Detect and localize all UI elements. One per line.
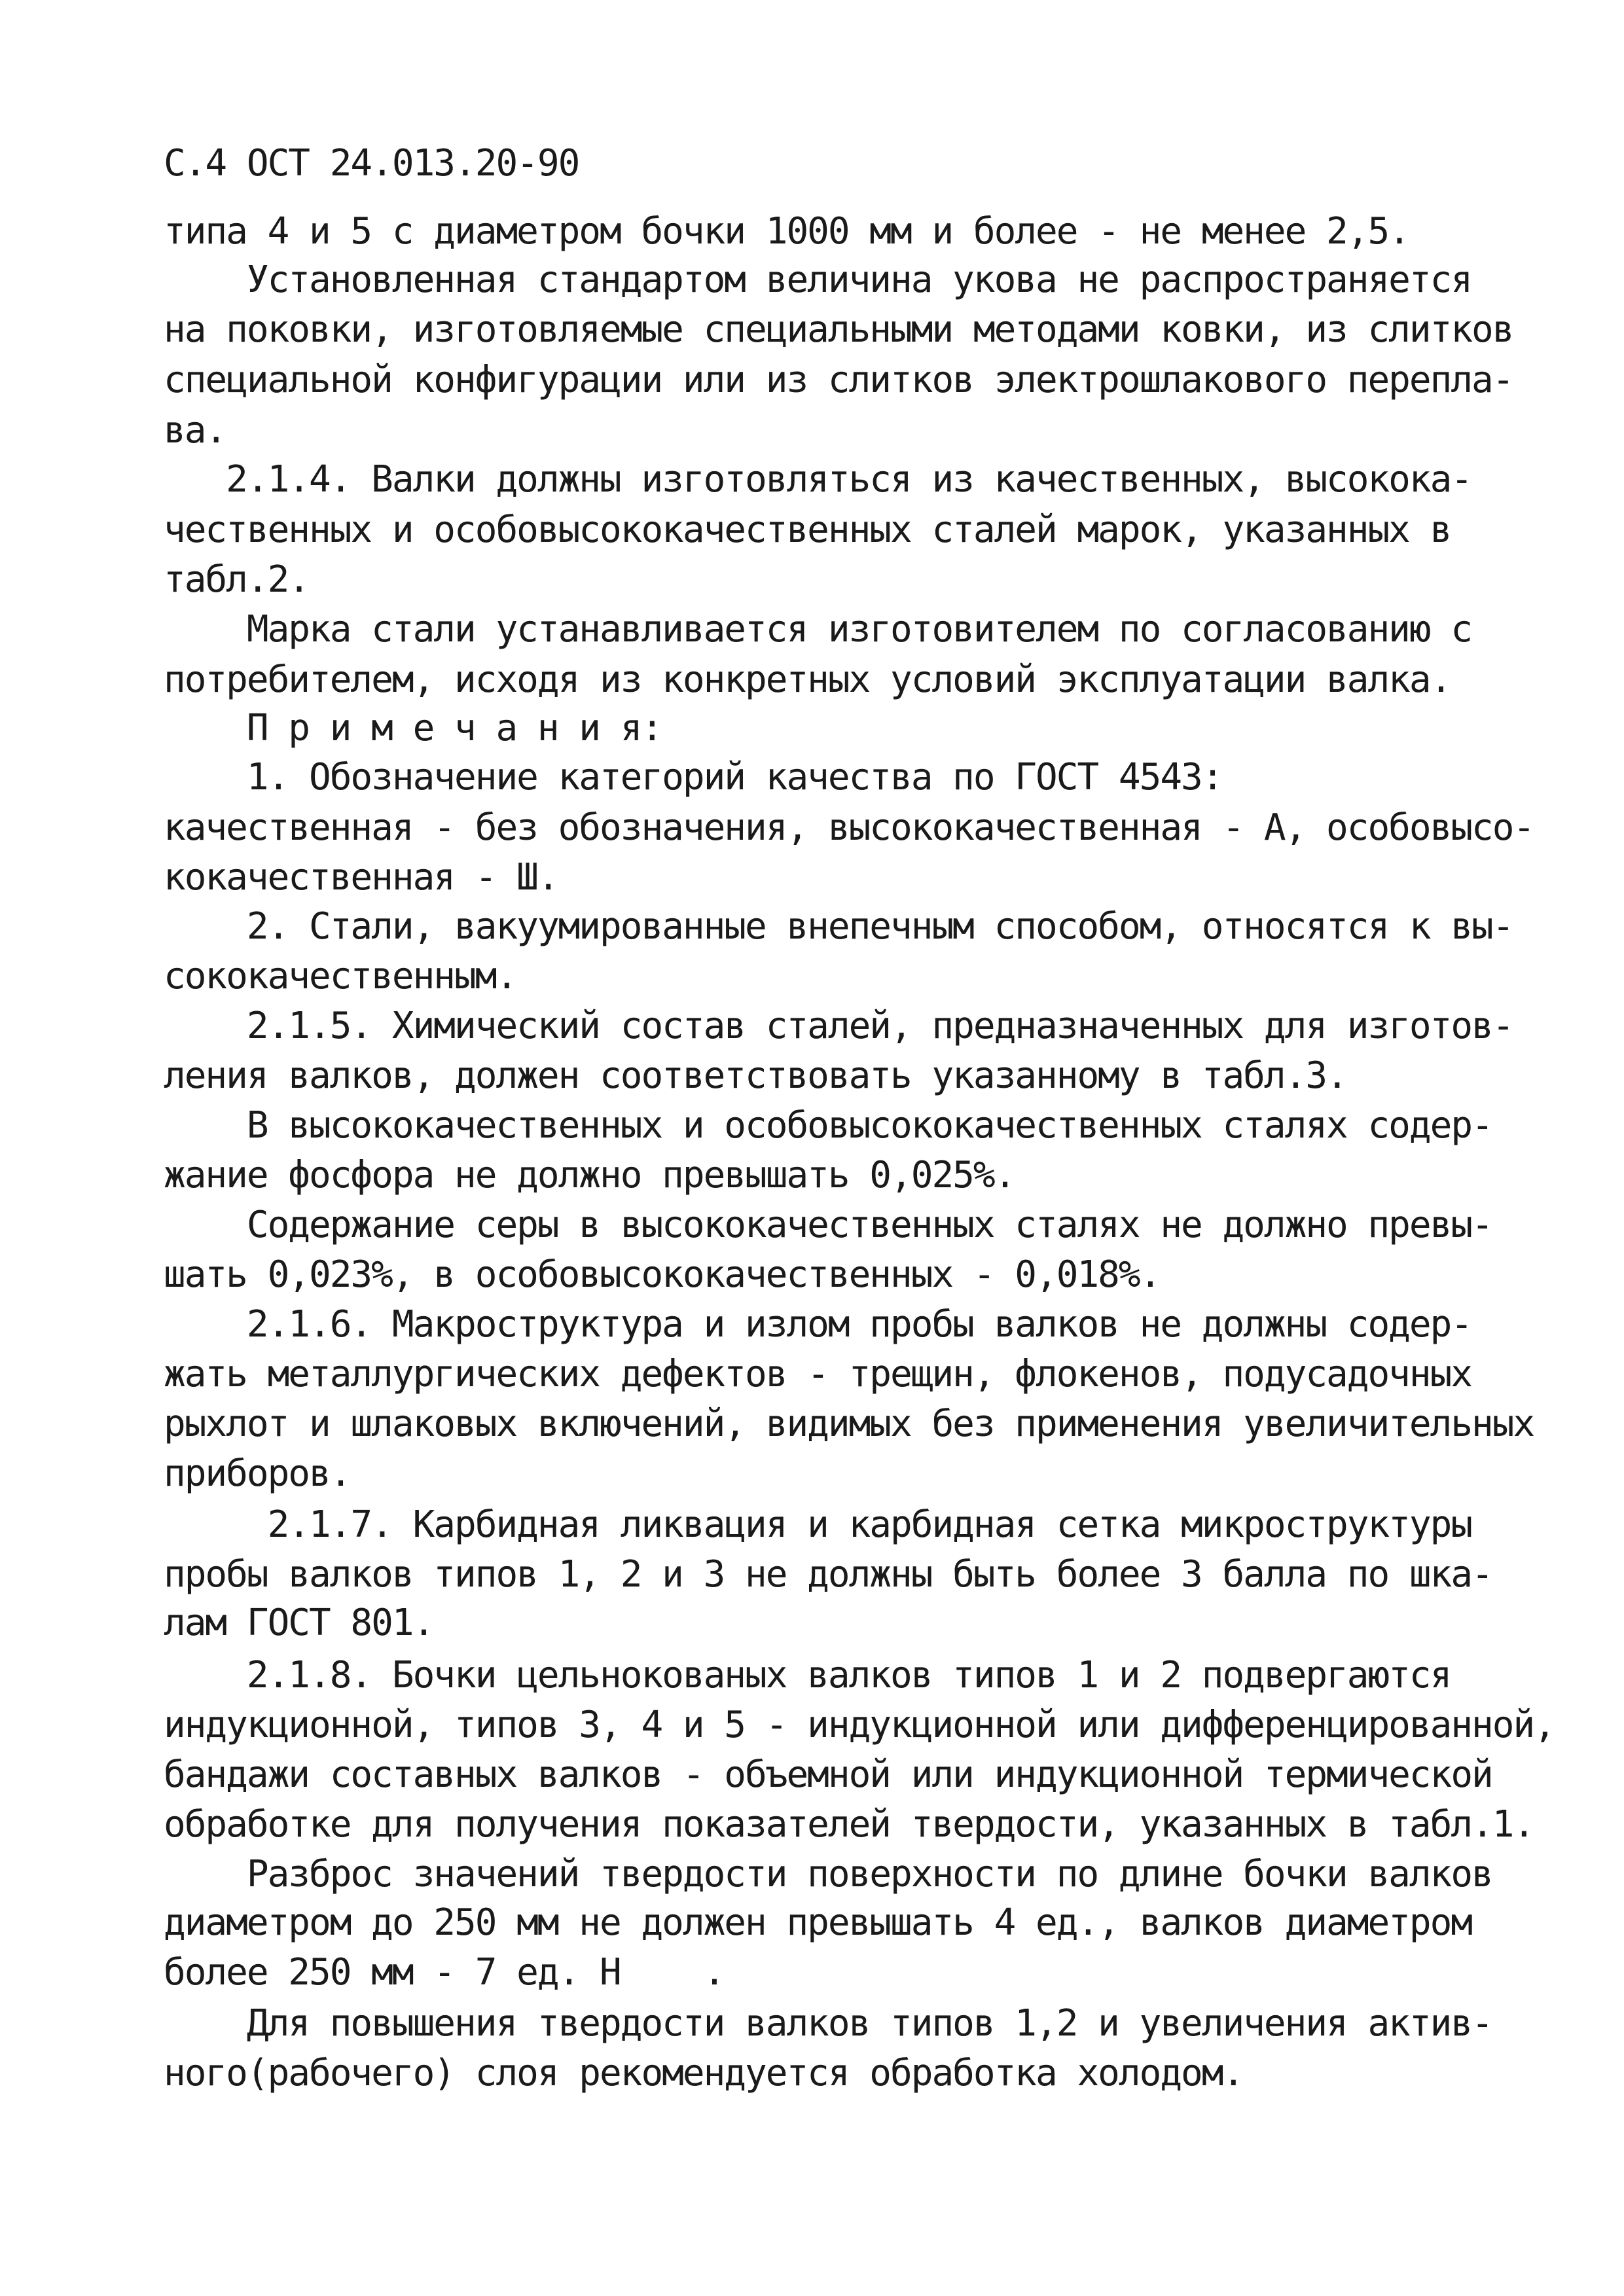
text-line: 2.1.8. Бочки цельнокованых валков типов 1 и 2 подвергаются: [164, 1654, 1451, 1696]
text-line: В высококачественных и особовысококачественных сталях содер-: [164, 1104, 1492, 1147]
text-line: специальной конфигурации или из слитков электрошлакового перепла-: [164, 359, 1513, 401]
text-line: П р и м е ч а н и я:: [164, 707, 662, 749]
text-line: Для повышения твердости валков типов 1,2 и увеличения актив-: [164, 2002, 1492, 2045]
text-line: Марка стали устанавливается изготовителем по согласованию с: [164, 608, 1472, 651]
text-line: 2.1.6. Макроструктура и излом пробы валков не должны содер-: [164, 1303, 1472, 1346]
text-line: индукционной, типов 3, 4 и 5 - индукционной или дифференцированной,: [164, 1704, 1555, 1746]
text-line: Установленная стандартом величина укова не распространяется: [164, 259, 1472, 301]
text-line: типа 4 и 5 с диаметром бочки 1000 мм и более - не менее 2,5.: [164, 210, 1409, 253]
text-line: диаметром до 250 мм не должен превышать 4 ед., валков диаметром: [164, 1901, 1472, 1944]
text-line: 2.1.7. Карбидная ликвация и карбидная сетка микроструктуры: [164, 1503, 1472, 1546]
text-line: Содержание серы в высококачественных сталях не должно превы-: [164, 1204, 1492, 1246]
text-line: 2.1.5. Химический состав сталей, предназначенных для изготов-: [164, 1005, 1513, 1047]
text-line: более 250 мм - 7 ед. Н .: [164, 1951, 725, 1994]
text-line: пробы валков типов 1, 2 и 3 не должны быть более 3 балла по шка-: [164, 1553, 1492, 1596]
text-line: табл.2.: [164, 558, 310, 601]
text-line: жание фосфора не должно превышать 0,025%.: [164, 1154, 1015, 1196]
text-line: кокачественная - Ш.: [164, 856, 558, 899]
text-line: на поковки, изготовляемые специальными методами ковки, из слитков: [164, 308, 1513, 351]
text-line: приборов.: [164, 1452, 351, 1495]
text-line: 1. Обозначение категорий качества по ГОСТ 4543:: [164, 756, 1223, 798]
text-line: бандажи составных валков - объемной или индукционной термической: [164, 1753, 1492, 1796]
text-line: жать металлургических дефектов - трещин, флокенов, подусадочных: [164, 1353, 1472, 1395]
text-line: ления валков, должен соответствовать указанному в табл.3.: [164, 1054, 1347, 1097]
text-line: ного(рабочего) слоя рекомендуется обработка холодом.: [164, 2052, 1244, 2094]
page-header: С.4 ОСТ 24.013.20-90: [164, 142, 579, 185]
text-line: потребителем, исходя из конкретных условий эксплуатации валка.: [164, 658, 1451, 701]
text-line: Разброс значений твердости поверхности по длине бочки валков: [164, 1853, 1492, 1895]
text-line: обработке для получения показателей твердости, указанных в табл.1.: [164, 1803, 1534, 1846]
text-line: ва.: [164, 409, 226, 452]
text-line: сококачественным.: [164, 955, 517, 997]
text-line: 2. Стали, вакуумированные внепечным способом, относятся к вы-: [164, 905, 1513, 948]
text-line: 2.1.4. Валки должны изготовляться из качественных, высокока-: [164, 458, 1472, 501]
text-line: шать 0,023%, в особовысококачественных - 0,018%.: [164, 1253, 1161, 1296]
text-line: лам ГОСТ 801.: [164, 1602, 434, 1644]
text-line: рыхлот и шлаковых включений, видимых без применения увеличительных: [164, 1403, 1534, 1445]
text-line: качественная - без обозначения, высококачественная - А, особовысо-: [164, 806, 1534, 849]
text-line: чественных и особовысококачественных сталей марок, указанных в: [164, 509, 1451, 551]
